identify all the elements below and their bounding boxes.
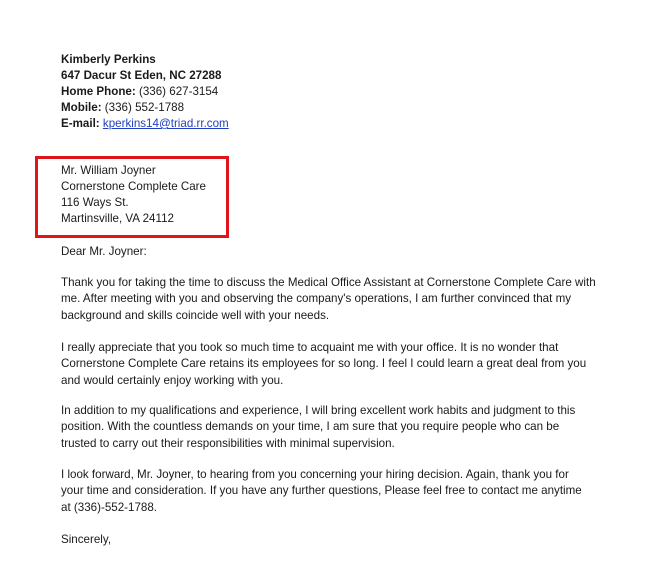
email-link[interactable]: kperkins14@triad.rr.com [102, 117, 229, 130]
home-phone-label: Home Phone: [61, 85, 136, 98]
salutation: Dear Mr. Joyner: [61, 245, 147, 258]
mobile-label: Mobile: [61, 101, 102, 114]
paragraph-line: me. After meeting with you and observing the company's operations, I am further convinced that my [61, 292, 572, 306]
closing: Sincerely, [61, 533, 112, 546]
paragraph-line: In addition to my qualifications and experience, I will bring excellent work habits and judgment to this [61, 404, 576, 417]
email-label: E-mail: [61, 117, 100, 130]
body-paragraph [61, 340, 641, 389]
paragraph-line: at (336)-552-1788. [61, 500, 158, 514]
body-paragraph [61, 467, 641, 516]
recipient-city: Martinsville, VA 24112 [61, 212, 174, 225]
sender-mobile [61, 100, 229, 116]
paragraph-line: Thank you for taking the time to discuss the Medical Office Assistant at Cornerstone Complete Care with [61, 276, 596, 289]
recipient-street: 116 Ways St. [61, 196, 129, 209]
sender-home-phone [61, 84, 229, 100]
paragraph-line: trusted to carry out their responsibilities with minimal supervision. [61, 436, 395, 450]
sender-block [61, 52, 229, 132]
recipient-name: Mr. William Joyner [61, 164, 156, 177]
home-phone-value: (336) 627-3154 [135, 85, 219, 98]
sender-address: 647 Dacur St Eden, NC 27288 [61, 69, 222, 82]
paragraph-line: I really appreciate that you took so much time to acquaint me with your office. It is no wonder that [61, 341, 559, 354]
paragraph-line: Cornerstone Complete Care retains its employees for so long. I feel I could learn a great deal from you [61, 357, 587, 371]
paragraph-line: and would certainly enjoy working with you. [61, 373, 284, 387]
recipient-company: Cornerstone Complete Care [61, 180, 206, 193]
body-paragraph [61, 275, 641, 324]
sender-email [61, 116, 229, 132]
paragraph-line: your time and consideration. If you have any further questions, Please feel free to contact me anytime [61, 484, 582, 498]
recipient-block [61, 163, 206, 227]
paragraph-line: I look forward, Mr. Joyner, to hearing from you concerning your hiring decision. Again, thank you for [61, 468, 569, 481]
sender-name: Kimberly Perkins [61, 53, 156, 66]
mobile-value: (336) 552-1788 [101, 101, 185, 114]
paragraph-line: background and skills coincide well with your needs. [61, 308, 330, 322]
paragraph-line: position. With the countless demands on your time, I am sure that you require people who can be [61, 420, 560, 434]
body-paragraph [61, 403, 641, 452]
